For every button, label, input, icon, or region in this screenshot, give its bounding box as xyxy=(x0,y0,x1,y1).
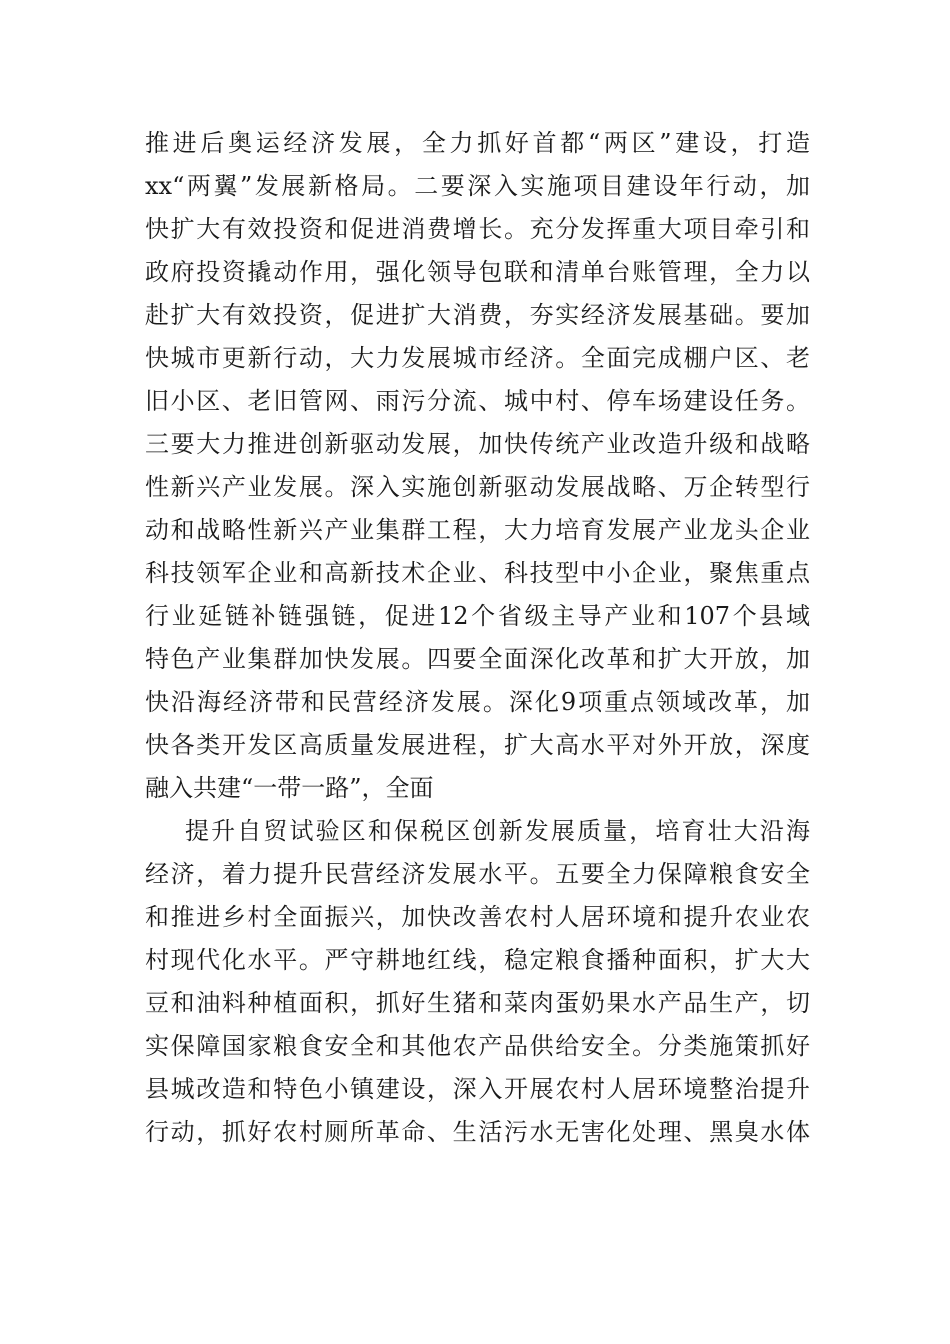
paragraph-line: 性新兴产业发展。深入实施创新驱动发展战略、万企转型行 xyxy=(145,473,810,501)
paragraph-line: 村现代化水平。严守耕地红线，稳定粮食播种面积，扩大大 xyxy=(145,946,810,974)
paragraph-line: 政府投资撬动作用，强化领导包联和清单台账管理，全力以 xyxy=(145,258,810,286)
paragraph-line: 行动，抓好农村厕所革命、生活污水无害化处理、黑臭水体 xyxy=(145,1118,810,1146)
paragraph-line: 科技领军企业和高新技术企业、科技型中小企业，聚焦重点 xyxy=(145,559,810,587)
paragraph-line: 特色产业集群加快发展。四要全面深化改革和扩大开放，加 xyxy=(145,645,810,673)
paragraph-line: 融入共建“一带一路”，全面 xyxy=(145,774,434,802)
paragraph-line: 快城市更新行动，大力发展城市经济。全面完成棚户区、老 xyxy=(145,344,810,372)
paragraph-line: 旧小区、老旧管网、雨污分流、城中村、停车场建设任务。 xyxy=(145,387,810,415)
paragraph-1 xyxy=(145,122,810,810)
paragraph-line: 快各类开发区高质量发展进程，扩大高水平对外开放，深度 xyxy=(145,731,810,759)
paragraph-2 xyxy=(145,810,810,1154)
paragraph-line: 赴扩大有效投资，促进扩大消费，夯实经济发展基础。要加 xyxy=(145,301,810,329)
paragraph-line: 提升自贸试验区和保税区创新发展质量，培育壮大沿海 xyxy=(185,817,810,845)
paragraph-line: 快沿海经济带和民营经济发展。深化9项重点领域改革，加 xyxy=(145,688,810,716)
paragraph-line: 行业延链补链强链，促进12个省级主导产业和107个县域 xyxy=(145,602,810,630)
paragraph-line: 推进后奥运经济发展，全力抓好首都“两区”建设，打造 xyxy=(145,129,810,157)
paragraph-line: 豆和油料种植面积，抓好生猪和菜肉蛋奶果水产品生产，切 xyxy=(145,989,810,1017)
paragraph-line: 动和战略性新兴产业集群工程，大力培育发展产业龙头企业 xyxy=(145,516,810,544)
paragraph-line: 实保障国家粮食安全和其他农产品供给安全。分类施策抓好 xyxy=(145,1032,810,1060)
paragraph-line: 和推进乡村全面振兴，加快改善农村人居环境和提升农业农 xyxy=(145,903,810,931)
paragraph-line: 快扩大有效投资和促进消费增长。充分发挥重大项目牵引和 xyxy=(145,215,810,243)
paragraph-line: 三要大力推进创新驱动发展，加快传统产业改造升级和战略 xyxy=(145,430,810,458)
paragraph-line: xx“两翼”发展新格局。二要深入实施项目建设年行动，加 xyxy=(145,172,810,200)
paragraph-line: 县城改造和特色小镇建设，深入开展农村人居环境整治提升 xyxy=(145,1075,810,1103)
paragraph-line: 经济，着力提升民营经济发展水平。五要全力保障粮食安全 xyxy=(145,860,810,888)
